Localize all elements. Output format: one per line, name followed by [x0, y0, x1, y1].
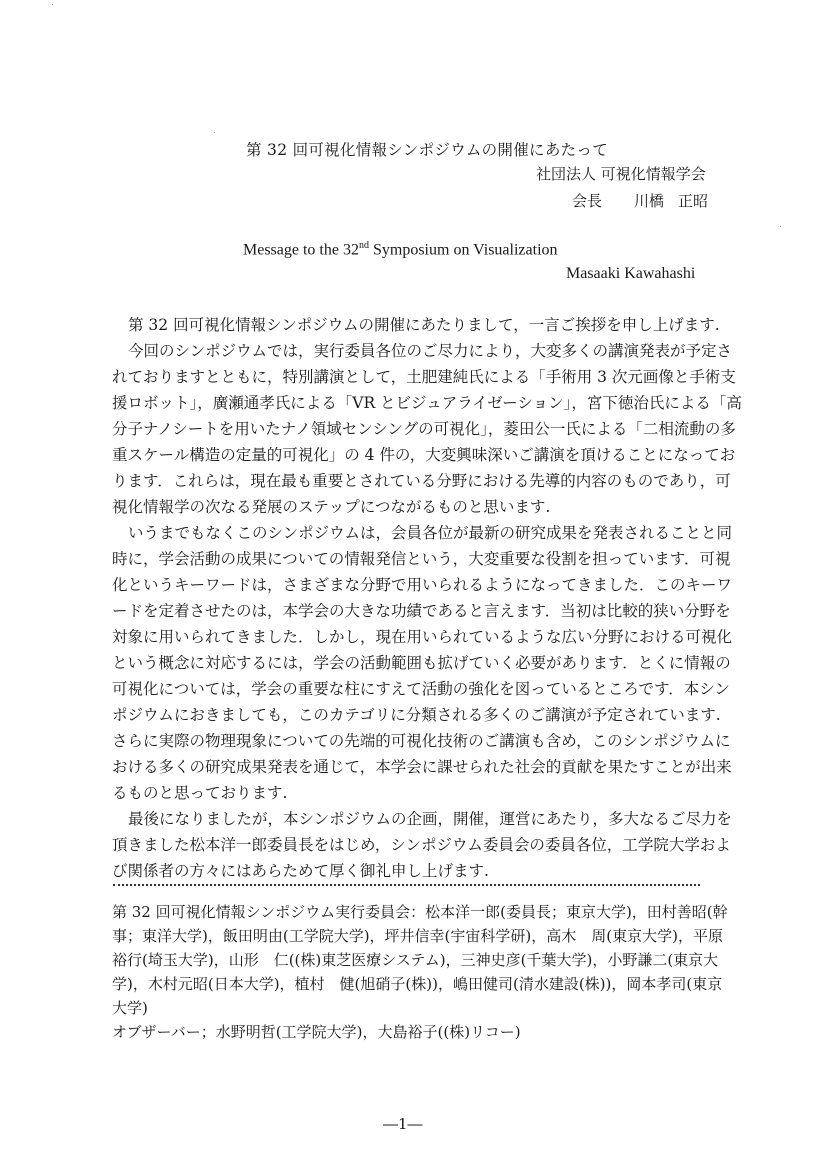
body-line: さらに実際の物理現象についての先端的可視化技術のご講演も含め，このシンポジウムに	[112, 732, 731, 750]
body-line: び関係者の方々にはあらためて厚く御礼申し上げます.	[112, 862, 489, 880]
english-author: Masaaki Kawahashi	[566, 265, 696, 282]
body-line: ります．これらは，現在最も重要とされている分野における先導的内容のものであり，可	[112, 472, 731, 490]
body-line: いうまでもなくこのシンポジウムは，会員各位が最新の研究成果を発表されることと同	[128, 524, 732, 542]
committee-line: 第 32 回可視化情報シンポジウム実行委員会：松本洋一郎(委員長；東京大学)，田村善昭(幹	[112, 903, 728, 921]
president-role: 会長	[572, 192, 603, 210]
committee-line: 裕行(埼玉大学)，山形 仁((株)東芝医療システム)，三神史彦(千葉大学)，小野謙二(東京大	[112, 951, 719, 969]
body-line: るものと思っております.	[112, 784, 288, 802]
body-line: ポジウムにおきましても，このカテゴリに分類される多くのご講演が予定されています.	[112, 706, 721, 724]
body-line: れておりますとともに，特別講演として，土肥建純氏による「手術用 3 次元画像と手術支	[112, 368, 736, 386]
body-line: 化というキーワードは，さまざまな分野で用いられるようになってきました．このキーワ	[112, 576, 733, 594]
organization-name: 社団法人 可視化情報学会	[536, 165, 706, 183]
page-number: ―1―	[383, 1115, 423, 1133]
body-line: 今回のシンポジウムでは，実行委員各位のご尽力により，大変多くの講演発表が予定さ	[128, 342, 732, 360]
body-line: おける多くの研究成果発表を通じて，本学会に課せられた社会的貢献を果たすことが出来	[112, 758, 732, 776]
president-surname: 川橋	[634, 192, 665, 210]
body-line: 援ロボット」，廣瀬通孝氏による「VR とビジュアライゼーション」，宮下徳治氏による「高	[112, 394, 742, 412]
observer-line: オブザーバー；水野明哲(工学院大学)，大島裕子((株)リコー)	[112, 1023, 521, 1041]
president-line	[572, 190, 708, 211]
english-title-main: Message to the 32	[243, 241, 359, 259]
body-line: 時に，学会活動の成果についての情報発信という，大変重要な役割を担っています．可視	[112, 550, 731, 568]
committee-line: 事；東洋大学)，飯田明由(工学院大学)，坪井信幸(宇宙科学研)，高木 周(東京大学)，平原	[112, 927, 723, 945]
dotted-divider	[113, 884, 700, 886]
body-line: 可視化については，学会の重要な柱にすえて活動の強化を図っているところです．本シン	[112, 680, 730, 698]
body-line: 重スケール構造の定量的可視化」の 4 件の，大変興味深いご講演を頂けることになってお	[112, 446, 736, 464]
committee-line: 大学)	[112, 999, 148, 1017]
body-line: 視化情報学の次なる発展のステップにつながるものと思います.	[112, 498, 551, 516]
committee-line: 学)，木村元昭(日本大学)，植村 健(旭硝子(株))，嶋田健司(清水建設(株))，岡本孝司(東京	[112, 975, 723, 993]
body-line: 分子ナノシートを用いたナノ領域センシングの可視化」，菱田公一氏による「二相流動の多	[112, 420, 736, 438]
president-given-name: 正昭	[678, 192, 709, 210]
body-line: という概念に対応するには，学会の活動範囲も拡げていく必要があります．とくに情報の	[112, 654, 731, 672]
english-title-rest: Symposium on Visualization	[368, 241, 558, 259]
body-line: ードを定着させたのは，本学会の大きな功績であると言えます．当初は比較的狭い分野を	[112, 602, 731, 620]
body-line: 頂きました松本洋一郎委員長をはじめ，シンポジウム委員会の委員各位，工学院大学およ	[112, 836, 731, 854]
english-title	[243, 240, 558, 259]
japanese-title: 第 32 回可視化情報シンポジウムの開催にあたって	[246, 141, 609, 159]
body-line: 対象に用いられてきました．しかし，現在用いられているような広い分野における可視化	[112, 628, 733, 646]
body-line: 第 32 回可視化情報シンポジウムの開催にあたりまして，一言ご挨拶を申し上げます.	[128, 316, 720, 334]
message-body	[112, 313, 742, 885]
english-title-ordinal: nd	[358, 240, 369, 251]
body-line: 最後になりましたが，本シンポジウムの企画，開催，運営にあたり，多大なるご尽力を	[128, 810, 732, 828]
committee-list	[112, 901, 728, 1045]
